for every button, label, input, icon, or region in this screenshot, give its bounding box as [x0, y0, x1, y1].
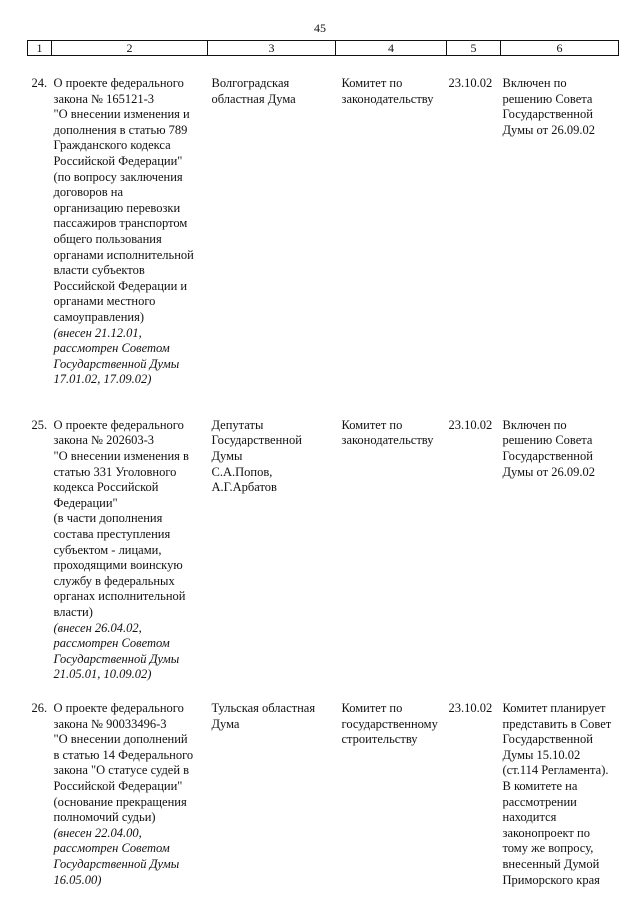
- title-line: закона № 90033496-3: [53, 716, 167, 731]
- column-number: 5: [447, 41, 501, 56]
- author-line: Думы: [211, 449, 243, 464]
- status: [501, 683, 619, 888]
- title-line: закона № 165121-3: [53, 91, 155, 106]
- title-line: власти субъектов: [53, 263, 145, 278]
- review-date: 23.10.02: [448, 700, 493, 715]
- status-line: Государственной: [502, 107, 593, 122]
- committee-line: законодательству: [341, 91, 434, 106]
- submission-note-line: Государственной Думы: [53, 356, 180, 371]
- status: [501, 56, 619, 388]
- title-line: (основание прекращения: [53, 794, 187, 809]
- status-line: внесенный Думой: [502, 856, 600, 871]
- submission-note-line: 17.01.02, 17.09.02): [53, 372, 152, 387]
- title-line: О проекте федерального: [53, 417, 184, 432]
- bill-author: [208, 683, 336, 888]
- submission-note-line: (внесен 22.04.00,: [53, 825, 142, 840]
- title-line: субъектом - лицами,: [53, 542, 162, 557]
- submission-note-line: Государственной Думы: [53, 651, 180, 666]
- committee-line: строительству: [341, 732, 418, 747]
- column-number: 4: [336, 41, 447, 56]
- status-line: Приморского края: [502, 872, 600, 887]
- title-line: Гражданского кодекса: [53, 138, 171, 153]
- title-line: "О внесении дополнений: [53, 732, 188, 747]
- title-line: Российской Федерации": [53, 153, 183, 168]
- status-line: Государственной: [502, 449, 593, 464]
- status-line: представить в Совет: [502, 716, 612, 731]
- title-line: "О внесении изменения в: [53, 449, 189, 464]
- status-line: решению Совета: [502, 91, 593, 106]
- author-line: Государственной: [211, 433, 302, 448]
- submission-note-line: рассмотрен Советом: [53, 636, 170, 651]
- legislation-table: [27, 40, 619, 888]
- column-number: 1: [28, 41, 52, 56]
- title-line: службу в федеральных: [53, 573, 175, 588]
- title-line: состава преступления: [53, 527, 171, 542]
- status-line: Думы от 26.09.02: [502, 464, 595, 479]
- author-line: Волгоградская: [211, 76, 290, 90]
- review-date: 23.10.02: [448, 417, 493, 432]
- status-line: находится: [502, 810, 557, 825]
- author-line: Депутаты: [211, 417, 264, 432]
- title-line: проходящими воинскую: [53, 558, 183, 573]
- title-line: закона № 202603-3: [53, 433, 155, 448]
- title-line: самоуправления): [53, 309, 144, 324]
- title-line: пассажиров транспортом: [53, 216, 188, 231]
- status-line: Думы от 26.09.02: [502, 122, 595, 137]
- responsible-committee: [336, 56, 447, 388]
- title-line: О проекте федерального: [53, 700, 184, 715]
- title-line: организацию перевозки: [53, 200, 181, 215]
- column-number: 3: [208, 41, 336, 56]
- author-line: Тульская областная: [211, 700, 316, 715]
- responsible-committee: [336, 683, 447, 888]
- title-line: Российской Федерации": [53, 778, 183, 793]
- submission-note-line: 16.05.00): [53, 872, 102, 887]
- title-line: общего пользования: [53, 231, 162, 246]
- title-line: статью 331 Уголовного: [53, 464, 177, 479]
- page-number: 45: [314, 21, 326, 35]
- committee-line: государственному: [341, 716, 438, 731]
- row-number: 24.: [31, 76, 48, 90]
- status-line: (ст.114 Регламента).: [502, 763, 609, 778]
- bill-author: [208, 56, 336, 388]
- status-line: В комитете на: [502, 778, 578, 793]
- row-number: 25.: [31, 417, 48, 432]
- column-number-row: [28, 41, 619, 56]
- responsible-committee: [336, 388, 447, 683]
- committee-line: Комитет по: [341, 76, 403, 90]
- author-line: Дума: [211, 716, 240, 731]
- submission-note-line: (внесен 21.12.01,: [53, 325, 142, 340]
- title-line: Российской Федерации и: [53, 278, 188, 293]
- committee-line: Комитет по: [341, 417, 403, 432]
- title-line: закона "О статусе судей в: [53, 763, 190, 778]
- bill-description: [52, 683, 208, 888]
- column-number: 2: [52, 41, 208, 56]
- submission-note-line: (внесен 26.04.02,: [53, 620, 142, 635]
- title-line: (по вопросу заключения: [53, 169, 183, 184]
- status-line: Включен по: [502, 76, 567, 90]
- table-row: [28, 56, 619, 388]
- table-row: [28, 388, 619, 683]
- submission-note-line: 21.05.01, 10.09.02): [53, 667, 152, 682]
- committee-line: Комитет по: [341, 700, 403, 715]
- status-line: Включен по: [502, 417, 567, 432]
- row-number: 26.: [31, 700, 48, 715]
- status-line: Комитет планирует: [502, 700, 606, 715]
- submission-note-line: рассмотрен Советом: [53, 841, 170, 856]
- author-line: С.А.Попов,: [211, 464, 273, 479]
- title-line: власти): [53, 605, 93, 619]
- title-line: кодекса Российской: [53, 480, 159, 495]
- title-line: органами местного: [53, 294, 156, 309]
- bill-author: [208, 388, 336, 683]
- status-line: рассмотрении: [502, 794, 577, 809]
- title-line: органами исполнительной: [53, 247, 194, 262]
- title-line: договоров на: [53, 185, 124, 200]
- title-line: органах исполнительной: [53, 589, 186, 604]
- status-line: тому же вопросу,: [502, 841, 594, 856]
- title-line: дополнения в статью 789: [53, 122, 188, 137]
- status-line: Государственной: [502, 732, 593, 747]
- submission-note-line: Государственной Думы: [53, 856, 180, 871]
- status-line: решению Совета: [502, 433, 593, 448]
- table-row: [28, 683, 619, 888]
- bill-description: [52, 388, 208, 683]
- title-line: (в части дополнения: [53, 511, 163, 526]
- title-line: О проекте федерального: [53, 76, 184, 90]
- status-line: Думы 15.10.02: [502, 747, 581, 762]
- title-line: Федерации": [53, 495, 118, 510]
- title-line: "О внесении изменения и: [53, 107, 190, 122]
- author-line: А.Г.Арбатов: [211, 480, 277, 495]
- review-date: 23.10.02: [448, 76, 493, 90]
- status: [501, 388, 619, 683]
- committee-line: законодательству: [341, 433, 434, 448]
- title-line: полномочий судьи): [53, 810, 156, 825]
- title-line: в статью 14 Федерального: [53, 747, 194, 762]
- column-number: 6: [501, 41, 619, 56]
- submission-note-line: рассмотрен Советом: [53, 341, 170, 356]
- bill-description: [52, 56, 208, 388]
- status-line: законопроект по: [502, 825, 590, 840]
- author-line: областная Дума: [211, 91, 296, 106]
